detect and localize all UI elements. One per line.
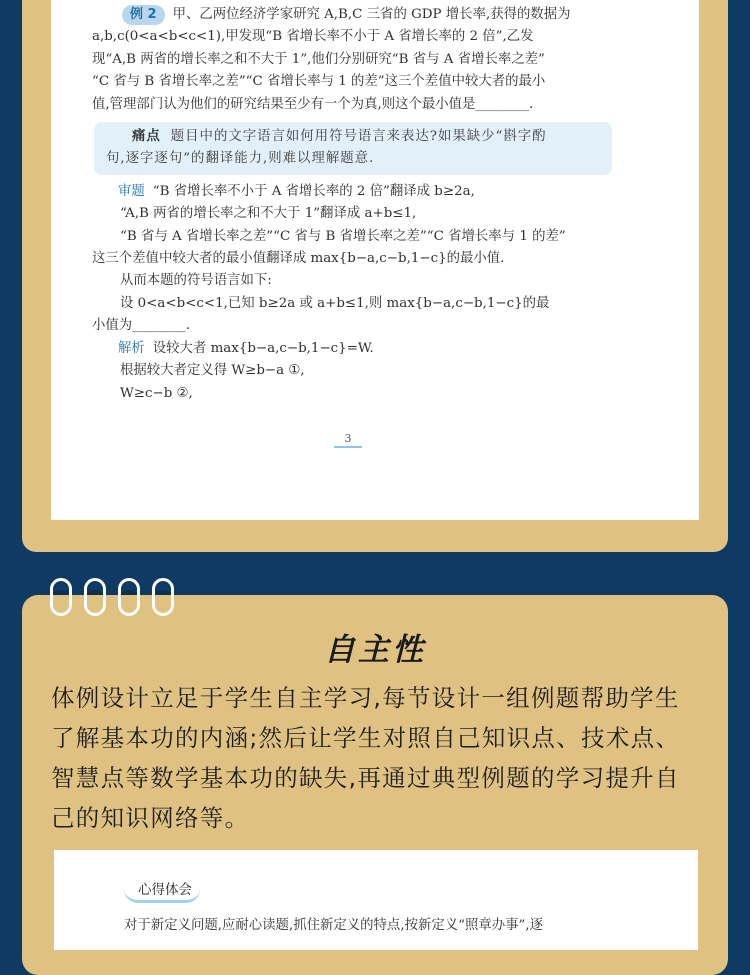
analysis-line-1 — [92, 181, 612, 203]
analysis-line-4: 这三个差值中较大者的最小值翻译成 max{b−a,c−b,1−c}的最小值. — [92, 251, 505, 267]
section-body: 体例设计立足于学生自主学习,每节设计一组例题帮助学生了解基本功的内涵;然后让学生对照自己知识点、技术点、智慧点等数学基本功的缺失,再通过典型例题的学习提升自己的知识网络等。 — [51, 684, 681, 832]
analysis-line-7: 小值为________. — [92, 318, 190, 334]
analysis-label: 审题 — [118, 183, 145, 199]
pain-point-callout — [94, 122, 612, 175]
binder-ring-loops — [48, 578, 178, 622]
ring-icon-1 — [50, 578, 72, 616]
example-line-1-text: 甲、乙两位经济学家研究 A,B,C 三省的 GDP 增长率,获得的数据为 — [172, 7, 571, 22]
example-line-4: “C 省与 B 省增长率之差”“C 省增长率与 1 的差”这三个差值中较大者的最小 — [92, 74, 546, 90]
notes-heading: 心得体会 — [124, 878, 200, 903]
example-label: 例 2 — [122, 5, 165, 25]
ring-icon-2 — [84, 578, 106, 616]
analysis-line-3: “B 省与 A 省增长率之差”“C 省与 B 省增长率之差”“C 省增长率与 1 的差” — [120, 228, 566, 244]
analysis-line-5: 从而本题的符号语言如下: — [120, 273, 272, 289]
analysis-line-1-text: “B 省增长率不小于 A 省增长率的 2 倍”翻译成 b≥2a, — [152, 183, 475, 199]
solution-line-1-text: 设较大者 max{b−a,c−b,1−c}=W. — [152, 340, 374, 356]
ring-icon-3 — [118, 578, 140, 616]
example-line-2: a,b,c(0<a<b<c<1),甲发现“B 省增长率不小于 A 省增长率的 2 倍”,乙发 — [92, 29, 534, 45]
section-title: 自主性 — [324, 632, 426, 668]
page-number: 3 — [334, 432, 362, 448]
notes-line-1: 对于新定义问题,应耐心读题,抓住新定义的特点,按新定义“照章办事”,逐 — [124, 918, 544, 933]
analysis-line-6: 设 0<a<b<c<1,已知 b≥2a 或 a+b≤1,则 max{b−a,c−b,1−c}的最 — [120, 295, 550, 311]
example-line-5: 值,管理部门认为他们的研究结果至少有一个为真,则这个最小值是________. — [92, 96, 534, 112]
example-line-3: 现“A,B 两省的增长率之和不大于 1”,他们分别研究“B 省与 A 省增长率之差” — [92, 51, 545, 67]
analysis-line-2: “A,B 两省的增长率之和不大于 1”翻译成 a+b≤1, — [120, 206, 417, 222]
callout-label: 痛点 — [132, 129, 161, 145]
solution-label: 解析 — [118, 340, 145, 356]
callout-line-1-text: 题目中的文字语言如何用符号语言来表达?如果缺少“斟字酌 — [170, 129, 547, 145]
callout-line-2: 句,逐字逐句”的翻译能力,则难以理解题意. — [106, 151, 375, 167]
example-document — [92, 4, 612, 405]
solution-line-1 — [92, 338, 612, 360]
example-line-1 — [92, 4, 612, 26]
solution-line-2: 根据较大者定义得 W≥b−a ①, — [120, 363, 305, 379]
solution-line-3: W≥c−b ②, — [120, 385, 193, 401]
ring-icon-4 — [152, 578, 174, 616]
callout-line-1 — [106, 126, 612, 148]
